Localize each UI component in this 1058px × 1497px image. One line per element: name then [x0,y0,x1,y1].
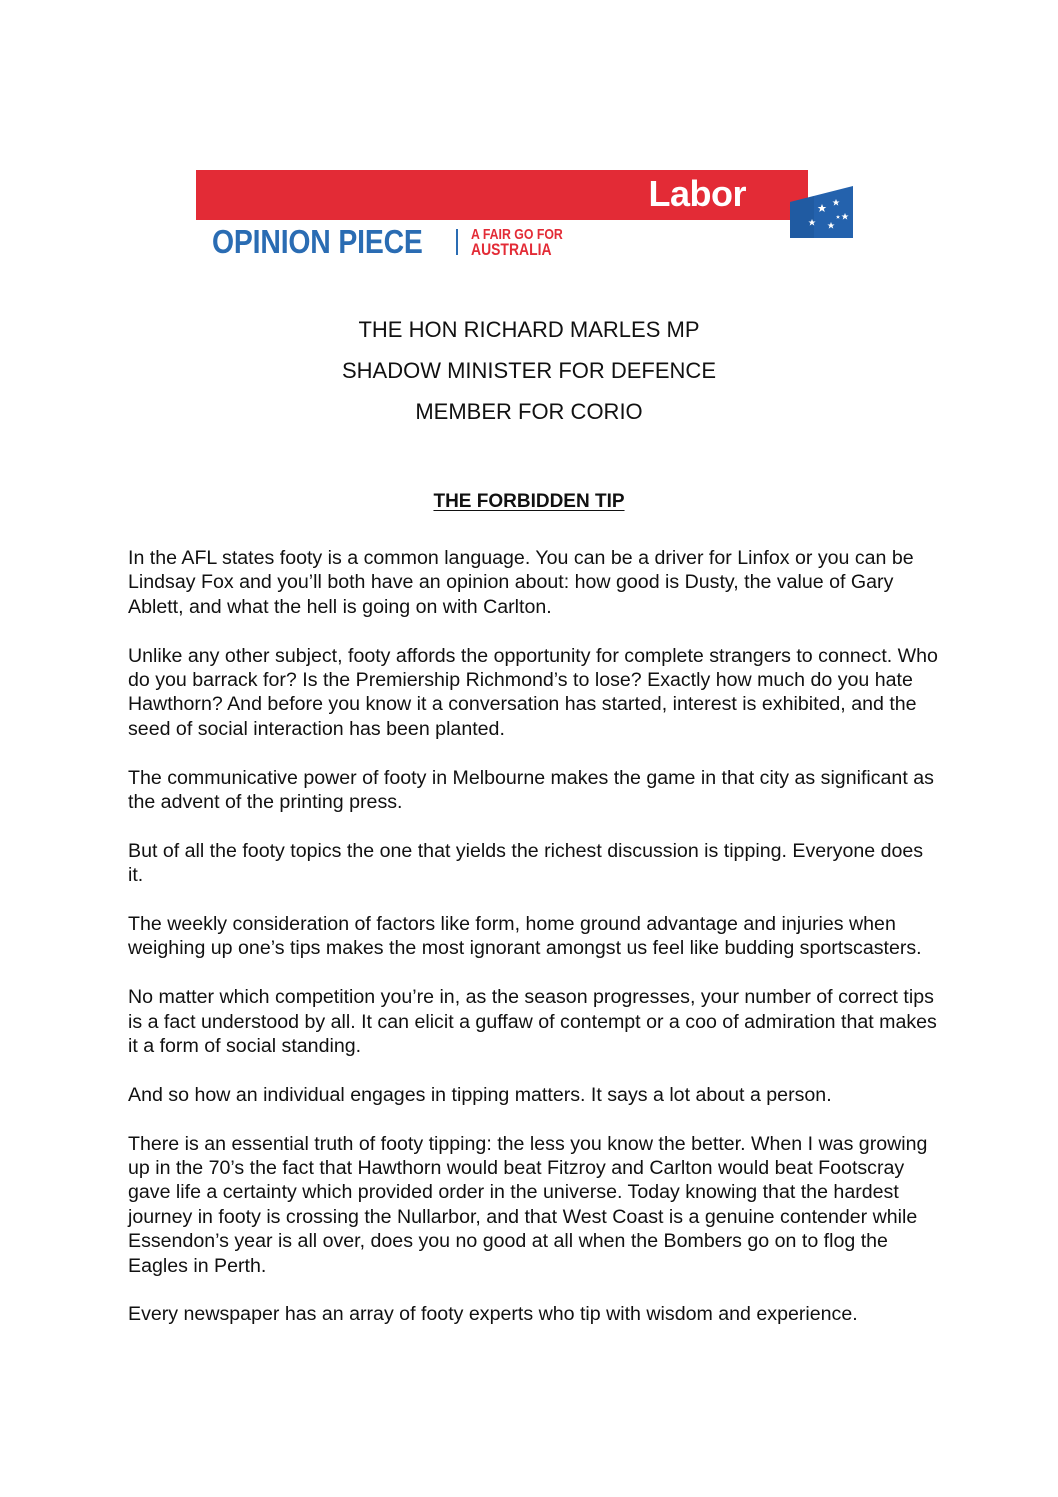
banner-red-bar [196,170,808,220]
paragraph: And so how an individual engages in tipping matters. It says a lot about a person. [128,1083,832,1106]
article-body [128,546,938,1351]
opinion-piece-banner [196,170,853,262]
paragraph: No matter which competition you’re in, as the season progresses, your number of correct tips is a fact understood by all. It can elicit a guffaw of contempt or a coo of admiration that makes it a form of social standing. [128,986,937,1058]
opinion-piece-row [212,223,563,260]
author-role: SHADOW MINISTER FOR DEFENCE [341,358,716,383]
article-title: THE FORBIDDEN TIP [433,491,625,512]
slogan-line-1: A FAIR GO FOR [471,226,563,243]
paragraph: The communicative power of footy in Melbourne makes the game in that city as significant as the advent of the printing press. [128,766,934,814]
labor-logo-wordmark: Labor [648,173,746,214]
slogan-line-2: AUSTRALIA [471,240,552,259]
paragraph: Unlike any other subject, footy affords the opportunity for complete strangers to connect. Who do you barrack for? Is the Premiership Richmond’s to lose? Exactly how much do you hate Hawthorn? And before you know it a conversation has started, interest is exhibited, and the seed of social interaction has been planted. [128,644,938,740]
southern-cross-flag-icon [790,186,853,238]
paragraph: Every newspaper has an array of footy experts who tip with wisdom and experience. [128,1303,858,1326]
fair-go-slogan [471,227,563,258]
paragraph: But of all the footy topics the one that yields the richest discussion is tipping. Everyone does it. [128,839,924,887]
paragraph: In the AFL states footy is a common language. You can be a driver for Linfox or you can be Lindsay Fox and you’ll both have an opinion about: how good is Dusty, the value of Gary Ablett, and what the hell is going on with Carlton. [128,547,914,618]
banner-divider [456,229,458,255]
paragraph: There is an essential truth of footy tipping: the less you know the better. When I was growing up in the 70’s the fact that Hawthorn would beat Fitzroy and Carlton would beat Footscray gave life a certainty which provided order in the universe. Today knowing that the hardest journey in footy is crossing the Nullarbor, and that West Coast is a genuine contender while Essendon’s year is all over, does you no good at all when the Bombers go on to flog the Eagles in Perth. [128,1132,928,1277]
author-seat: MEMBER FOR CORIO [415,399,643,424]
paragraph: The weekly consideration of factors like form, home ground advantage and injuries when weighing up one’s tips makes the most ignorant amongst us feel like budding sportscasters. [128,913,922,960]
author-name: THE HON RICHARD MARLES MP [358,317,700,342]
opinion-piece-label: OPINION PIECE [212,223,423,260]
